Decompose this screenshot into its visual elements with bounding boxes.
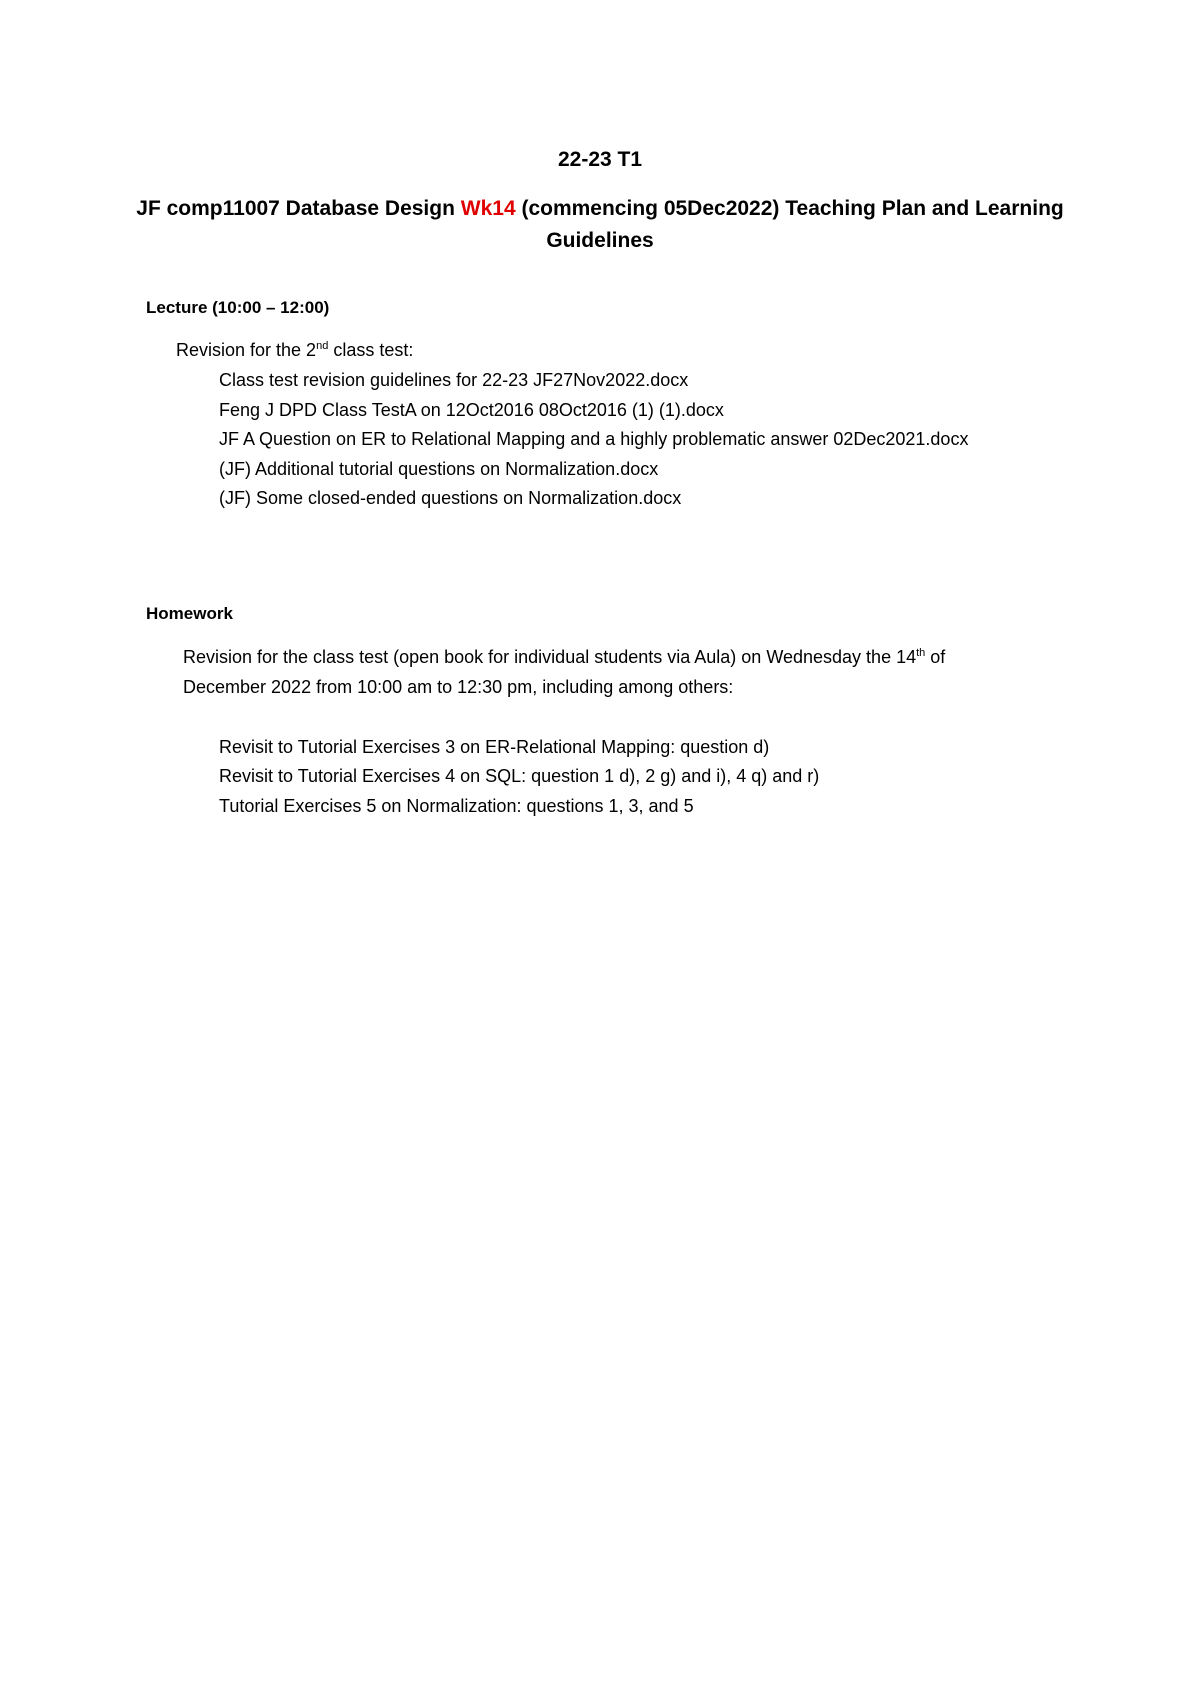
- homework-para-sup: th: [916, 647, 926, 659]
- revision-post: class test:: [328, 340, 414, 360]
- lecture-revision-line: [176, 340, 413, 361]
- homework-item-1: Revisit to Tutorial Exercises 3 on ER-Relational Mapping: question d): [219, 737, 770, 757]
- lecture-heading: Lecture (10:00 – 12:00): [146, 298, 330, 317]
- lecture-file-4: (JF) Additional tutorial questions on Normalization.docx: [219, 459, 659, 479]
- title-week: Wk14: [460, 197, 516, 220]
- lecture-file-2: Feng J DPD Class TestA on 12Oct2016 08Oct2016 (1) (1).docx: [219, 400, 724, 420]
- homework-heading: Homework: [146, 604, 233, 623]
- term-label: 22-23 T1: [557, 148, 643, 171]
- lecture-file-5: (JF) Some closed-ended questions on Normalization.docx: [219, 488, 682, 508]
- title-prefix: JF comp11007 Database Design: [136, 197, 461, 220]
- homework-item-2: Revisit to Tutorial Exercises 4 on SQL: question 1 d), 2 g) and i), 4 q) and r): [219, 766, 820, 786]
- homework-para-post: of: [925, 647, 946, 667]
- homework-para-pre: Revision for the class test (open book for individual students via Aula) on Wednesday the 14: [183, 647, 917, 667]
- homework-paragraph-line1: [183, 647, 945, 668]
- title-suffix: (commencing 05Dec2022) Teaching Plan and Learning Guidelines: [515, 197, 1064, 252]
- lecture-file-1: Class test revision guidelines for 22-23 JF27Nov2022.docx: [219, 370, 689, 390]
- lecture-file-3: JF A Question on ER to Relational Mapping and a highly problematic answer 02Dec2021.docx: [219, 429, 969, 449]
- revision-pre: Revision for the 2: [176, 340, 317, 360]
- revision-sup: nd: [316, 340, 329, 352]
- document-title: [130, 193, 1070, 257]
- homework-item-3: Tutorial Exercises 5 on Normalization: questions 1, 3, and 5: [219, 796, 694, 816]
- homework-paragraph-line2: December 2022 from 10:00 am to 12:30 pm, including among others:: [183, 677, 734, 697]
